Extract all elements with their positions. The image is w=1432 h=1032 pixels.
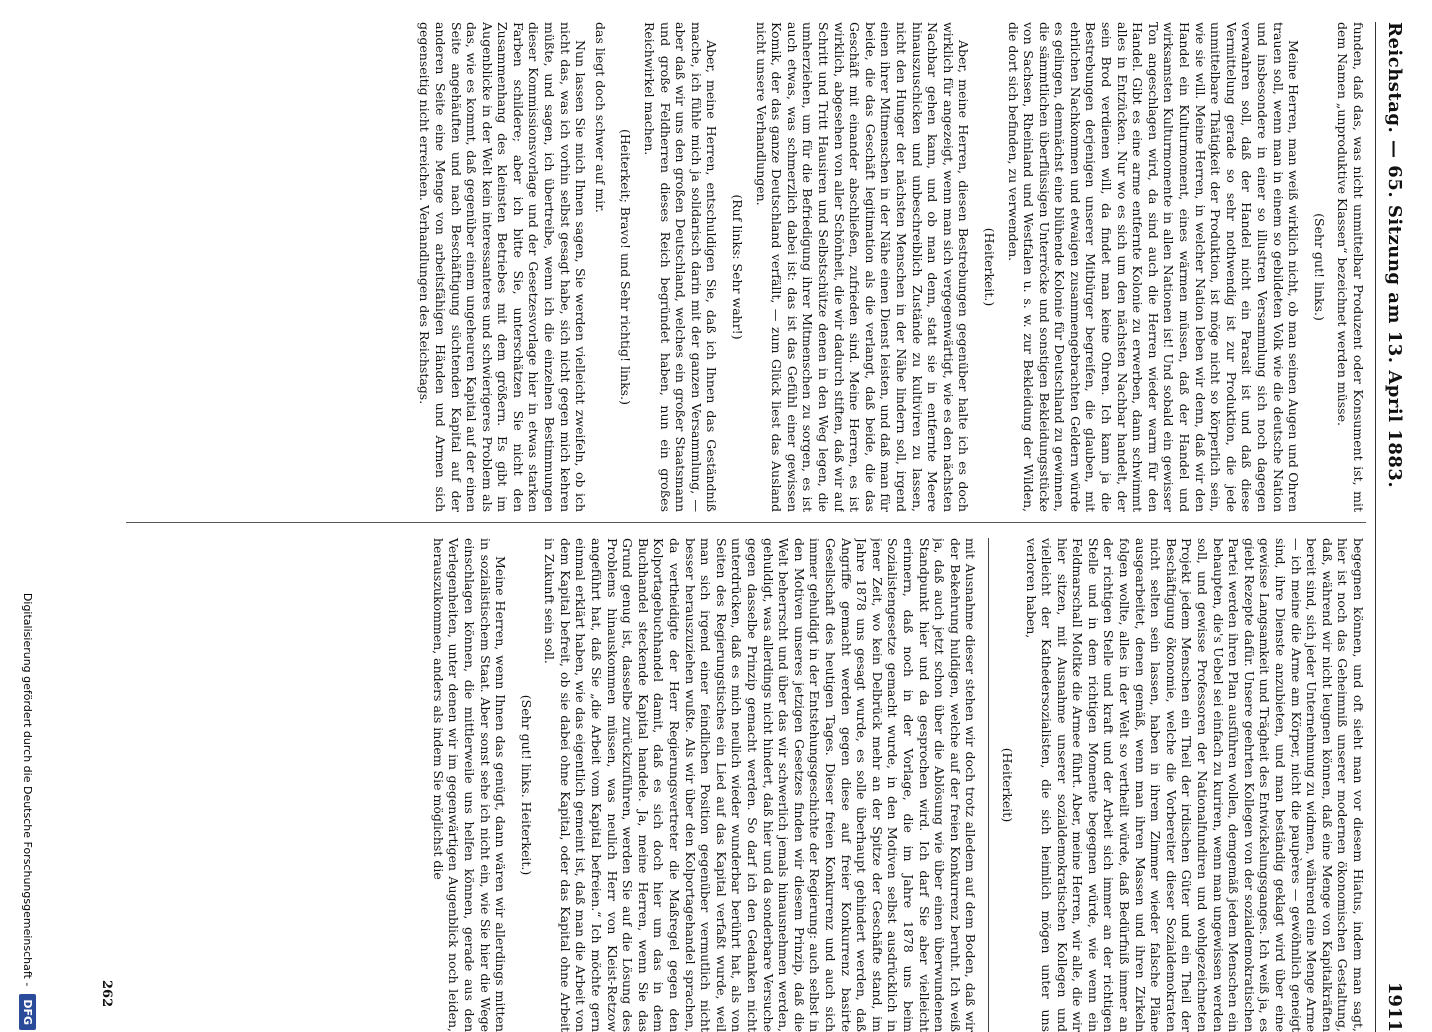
- column-divider: [126, 522, 1366, 523]
- header-title: Reichstag. — 65. Sitzung am 13. April 1883.: [1384, 22, 1406, 489]
- paragraph: funden, daß das, was nicht unmittelbar Produzent oder Konsument ist, mit dem Namen „unproduktive Klassen“ bezeichnet werden müsse.: [1335, 22, 1366, 512]
- dfg-logo: DFG: [20, 994, 37, 1030]
- digitization-note: Digitalisierung gefördert durch die Deutsche Forschungsgemeinschaft -: [21, 592, 35, 987]
- header-rule: [1375, 22, 1376, 1032]
- interjection: (Heiterkeit): [999, 747, 1015, 823]
- left-column: [126, 22, 1366, 512]
- paragraph: mit Ausnahme dieser stehen wir doch trotz alledem auf dem Boden, daß wir der Bekehrung huldigen, welche auf der freien Konkurrenz beruht. Ich weiß ja, daß auch jetzt schon über die Ablösung wie über einen überwundenen Standpunkt hier und da gesprochen wird. Ich darf Sie aber vielleicht erinnern, daß noch in der Vorlage, die im Jahre 1878 uns beim Sozialistengesetze gemacht wurde, in den Motiven selbst ausdrücklich in jener Zeit, wo kein Delbrück mehr an der Spitze der Geschäfte stand, im Jahre 1878 uns gesagt wurde, es solle überhaupt gehindert werden, daß Angriffe gemacht werden gegen diese auf freier Konkurrenz basirte Gesellschaft des heutigen Tages. Dieser freien Konkurrenz und auch sich immer gehuldigt in der Entstehungsgeschichte der Regierung: auch selbst in den Motiven unseres jetzigen Gesetzes finden wir diesem Prinzip, daß die Welt beherrscht und über das wir schwerlich jemals hinausnehmen werden, gehuldigt, was allerdings nicht hindert, daß hier und da sonderbare Versuche gegen dasselbe Prinzip gemacht werden. So darf ich den Gedanken nicht unterdrücken, daß es mich neulich wieder wunderbar berührt hat, als von Seiten des Regierungstisches ein Lied auf das Kapital verfaßt wurde, weil man sich irgend einer feindlichen Position gegenüber vermutlich nicht besser herauszuziehen wußte. Als wir über den Kolportagehandel sprachen, da vertheidigte der Herr Regierungsvertreter die Maßregel gegen den Kolportagebuchhandel damit, daß es sich doch hier um das in dem Buchhandel steckende Kapital handele. Ja, meine Herren, wenn Sie das Grund genug ist, dasselbe zurückzuführen, werden Sie auf die Lösung des Problems hinauskommen müssen, was neulich Herr von Kleist-Retzow angeführt hat, daß Sie „die Arbeit vom Kapital befreien.“ Ich möchte gern einmal erklärt haben, wie das eigentlich gemeint ist, daß man die Arbeit von dem Kapital befreit, ob sie dabei ohne Kapital, oder das Kapital ohne Arbeit in Zukunft sein soll.: [542, 538, 979, 1032]
- paragraph: Meine Herren, man weiß wirklich nicht, ob man seinen Augen und Ohren trauen soll, wenn man in einem so gebildeten Volk wie die deutsche Nation und insbesondere in einer so illustren Versammlung sich noch dagegen verwahren soll, daß der Handel nicht ein Parasit ist und daß diese Vermittelung gerade so sehr nothwendig ist zur Produktion, die jede unmittelbare Thätigkeit der Produktion, ist möge nicht so körperlich sein, wie sie will. Meine Herren, in welcher Nation leben wir denn, daß wir den Handel ein Kulturmoment, eines wärmen müssen, daß der Handel und wirksamsten Kulturmomente in allen Nationen ist! Und sobald ein gewisser Ton angeschlagen wird, da sind auch die Herren wieder warm für den Handel. Gibt es eine arme entfernte Kolonie zu erwerben, dann schwimmt alles in Entzücken. Nur wo es sich um den nächsten Nachbar handelt, der sein Brod verdienen will, da findet man keine Ohren. Ich kann ja die Bestrebungen derjenigen unserer Mitbürger begreifen, die glauben, mit ehrlichen Nachkommen und etwaigen zusammengebrachten Geldern würde es gelingen, demnächst eine blühende Kolonie für Deutschland zu gewinnen, die sämmtlichen überflüssigen Unterröcke und sonstigen Bekleidungsstücke von Sachsen, Rheinland und Westfalen u. s. w. zur Bekleidung der Wilden, die dort sich befinden, zu verwenden.: [1005, 22, 1302, 512]
- interjection: (Heiterkeit.): [981, 227, 997, 307]
- paragraph: Aber, meine Herren, diesen Bestrebungen gegenüber halte ich es doch wirklich für angezeigt, wenn man sich vergegenwärtigt, wie es den nächsten Nachbar gehen kann, und ob man denn, statt sie in entfernte Meere hinauszuschicken und unbeschreiblich Zustände zu kultiviren zu lassen, nicht den Hunger der nächsten Menschen in der Nähe lindern soll, irgend einen ihrer Mitmenschen in der Nähe einen Dienst leisten, und daß man für beide, die das Geschäft legitimation als die verlangt, daß beide, die das Geschäft mit einander abschließen, zufrieden sind. Meine Herren, es ist wirklich, abgesehen von aller Schönheit, die wir dadurch stiften, daß wir auf Schritt und Tritt Hausiren und Selbstschütze denen in den Weg legen, die umherziehen, um für die Befriedigung ihrer Mitmenschen zu sorgen, es ist auch etwas, was schmerzlich dabei ist: das ist das Gefühl einer gewissen Komik, der das ganze Deutschland verfällt, — zum Glück liest das Ausland nicht unsere Verhandlungen.: [753, 22, 972, 512]
- paragraph: Nun lassen Sie mich Ihnen sagen, Sie werden vielleicht zweifeln, ob ich nicht das, was ich vorhin selbst gesagt habe, sich nicht gegen mich kehren müßte, und sagen, ich übertreibe, wenn ich die einzelnen Bestimmungen dieser Kommissionsvorlage und der Gesetzesvorlage hier in etwas starken Farben schildere; aber ich bitte Sie, unterschätzen Sie nicht den Zusammenhang des kleinsten Betriebes mit dem größern. Es gibt im Augenblicke in der Welt kein interessanteres und schwierigeres Problem als das, wie es kommt, daß gegenüber einem ungeheuren Kapital auf der einen Seite angehäuften und nach Beschäftigung süchtenden Kapital auf der anderen Seite eine Menge von arbeitsfähigen Händen und Armen sich gegenseitig nicht erreichen. Verhandlungen des Reichstags.: [417, 22, 589, 512]
- paragraph: Meine Herren, wenn Ihnen das genügt, dann wären wir allerdings mitten in sozialistischem Staat. Aber sonst sehe ich nicht ein, wie Sie hier die Wege einschlagen können, die mittlerweile uns helfen können, gerade aus den Verlegenheiten, unter denen wir im gegenwärtigen Augenblick noch leiden, herauszukommen, anders als indem Sie möglichst die: [430, 538, 509, 1032]
- paragraph: begegnen können, und oft sieht man vor diesem Hiatus, indem man sagt, hier ist noch das Geheimniß unserer modernen ökonomischen Gestaltung, daß, während wir nicht leugnen können, daß eine Menge von Kapitalkräften bereit sind, sich jeder Unternehmung zu widmen, während eine Menge Arme — ich meine die Arme am Körper, nicht die paupères — gewöhnlich geneigt sind, ihre Dienste anzubieten, und man beständig geklagt wird über eine gewisse Langsamkeit und Trägheit des Entwickelungsganges. Ich weiß ja, es giebt Rezepte dafür. Unsere geehrten Kollegen von der sozialdemokratischen Partei werden ihren Plan ausführen wollen, demgemäß jedem Menschen ein behaupten, die's Uebel sei einfach zu kuriren, wenn man ungewissen werden soll, und gewisse Professoren der Nationalfundiren und wohlgezeichneten Projekt jedem Menschen ein Theil der irdischen Güter und ein Theil der Beschäftigung ökonomie, welche die Vorbereiter dieser Sozialdemokraten nicht selten sein lassen, haben in ihrem Zimmer wieder falsche Pläne ausgearbeitet, denen gemäß, wenn man ihren Massen und ihren Zirkeln folgen wollte, alles in der Welt so vertheilt würde, daß Bedürfniß immer an der richtigen Stelle und kraft und der Arbeit sich immer an der richtigen Stelle und in dem richtigen Momente begegnen würde, wie wenn ein Feldmarschall Moltke die Armee führt. Aber, meine Herren, wir alle, die wir hier sitzen, mit Ausnahme unserer sozialdemokratischen Kollegen und vielleicht der Kathedersozialisten, die sich heimlich mögen unter uns verloren haben,: [1023, 538, 1366, 1032]
- interjection: (Sehr gut! links. Heiterkeit.): [518, 694, 534, 876]
- header-page-number: 1911: [1384, 981, 1406, 1032]
- right-column: [126, 538, 1366, 1032]
- page-header: [1378, 22, 1412, 1032]
- page-number: 262: [99, 980, 114, 1008]
- section-separator: [988, 538, 989, 1032]
- interjection: (Sehr gut! links.): [1311, 213, 1327, 321]
- paragraph: das liegt doch schwer auf mir.: [592, 22, 608, 213]
- paragraph: Aber, meine Herren, entschuldigen Sie, daß ich Ihnen das Geständniß mache, ich fühle mich ja solidarisch darin mit der ganzen Versammlung, — aber daß wir uns den großen Deutschland, welches ein großer Staatsmann und große Feldherren dieses Reich begründet haben, nun ein großes Reichwirkel machen.: [642, 22, 720, 512]
- interjection: (Heiterkeit; Bravo! und Sehr richtig! links.): [618, 129, 634, 405]
- digitization-footer: [14, 20, 42, 1030]
- interjection: (Ruf links: Sehr wahr!): [730, 194, 746, 340]
